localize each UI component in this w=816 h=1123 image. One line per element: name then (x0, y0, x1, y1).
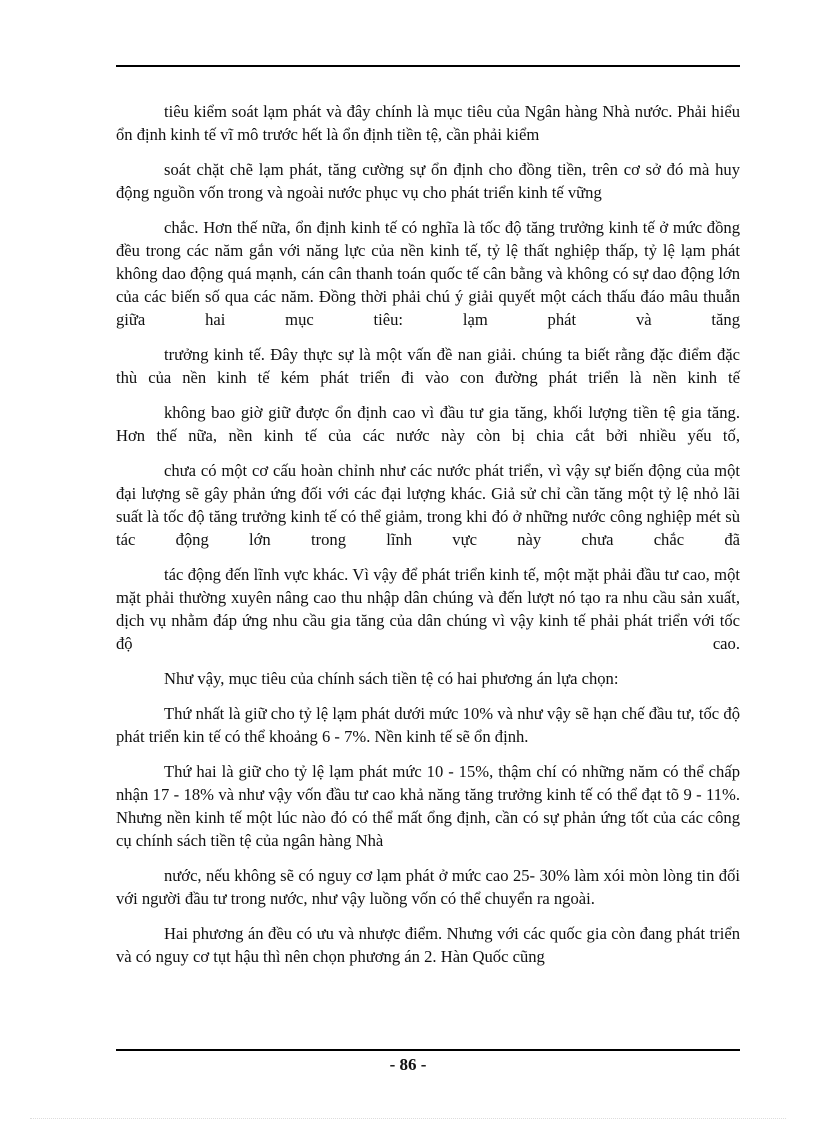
paragraph: chắc. Hơn thế nữa, ổn định kinh tế có nghĩa là tốc độ tăng trưởng kinh tế ở mức đồng đều trong các năm gắn với năng lực của nền kinh tế, tỷ lệ thất nghiệp thấp, tỷ lệ lạm phát không dao động quá mạnh, cán cân thanh toán quốc tế cân bằng và không có sự dao động lớn của các biến số qua các năm. Đồng thời phải chú ý giải quyết một cách thấu đáo mâu thuẫn giữa hai mục tiêu: lạm phát và tăng (116, 218, 740, 329)
paragraph: Thứ nhất là giữ cho tỷ lệ lạm phát dưới mức 10% và như vậy sẽ hạn chế đầu tư, tốc độ phát triển kin tế có thể khoảng 6 - 7%. Nền kinh tế sẽ ổn định. (116, 704, 740, 746)
page-number: - 86 - (389, 1055, 427, 1074)
paragraph: không bao giờ giữ được ổn định cao vì đầu tư gia tăng, khối lượng tiền tệ gia tăng. Hơn thế nữa, nền kinh tế của các nước này còn bị chia cắt bởi nhiều yếu tố, (116, 403, 740, 445)
paragraph: chưa có một cơ cấu hoàn chỉnh như các nước phát triển, vì vậy sự biến động của một đại lượng sẽ gây phản ứng đối với các đại lượng khác. Giả sử chỉ cần tăng một tỷ lệ nhỏ lãi suất là tốc độ tăng trưởng kinh tế có thể giảm, trong khi đó ở những nước công nghiệp mét sù tác động lớn trong lĩnh vực này chưa chắc đã (116, 461, 740, 549)
paragraph: trưởng kinh tế. Đây thực sự là một vấn đề nan giải. chúng ta biết rằng đặc điểm đặc thù của nền kinh tế kém phát triển đi vào con đường phát triển là nền kinh tế (116, 345, 740, 387)
paragraph: nước, nếu không sẽ có nguy cơ lạm phát ở mức cao 25- 30% làm xói mòn lòng tin đối với người đầu tư trong nước, như vậy luồng vốn có thể chuyển ra ngoài. (116, 866, 740, 908)
page-body (116, 100, 740, 968)
footer-rule (116, 1049, 740, 1051)
paragraph: Thứ hai là giữ cho tỷ lệ lạm phát mức 10 - 15%, thậm chí có những năm có thể chấp nhận 17 - 18% và như vậy vốn đầu tư cao khả năng tăng trưởng kinh tế có thể đạt tõ 9 - 11%. Nhưng nền kinh tế một lúc nào đó có thể mất ổng định, cần có sự phản ứng tốt của các công cụ chính sách tiền tệ của ngân hàng Nhà (116, 762, 740, 850)
paragraph: tác động đến lĩnh vực khác. Vì vậy để phát triển kinh tế, một mặt phải đầu tư cao, một mặt phải thường xuyên nâng cao thu nhập dân chúng và đến lượt nó tạo ra nhu cầu sản xuất, dịch vụ nhằm đáp ứng nhu cầu gia tăng của dân chúng vì vậy kinh tế phải phát triển với tốc độ cao. (116, 565, 740, 653)
header-rule (116, 65, 740, 67)
page-edge-divider (30, 1118, 786, 1119)
paragraph: Như vậy, mục tiêu của chính sách tiền tệ có hai phương án lựa chọn: (164, 669, 619, 688)
paragraph: Hai phương án đều có ưu và nhược điểm. Nhưng với các quốc gia còn đang phát triển và có nguy cơ tụt hậu thì nên chọn phương án 2. Hàn Quốc cũng (116, 924, 740, 966)
paragraph: soát chặt chẽ lạm phát, tăng cường sự ổn định cho đồng tiền, trên cơ sở đó mà huy động nguồn vốn trong và ngoài nước phục vụ cho phát triển kinh tế vững (116, 160, 740, 202)
paragraph: tiêu kiểm soát lạm phát và đây chính là mục tiêu của Ngân hàng Nhà nước. Phải hiểu ổn định kinh tế vĩ mô trước hết là ổn định tiền tệ, cần phải kiểm (116, 102, 740, 144)
